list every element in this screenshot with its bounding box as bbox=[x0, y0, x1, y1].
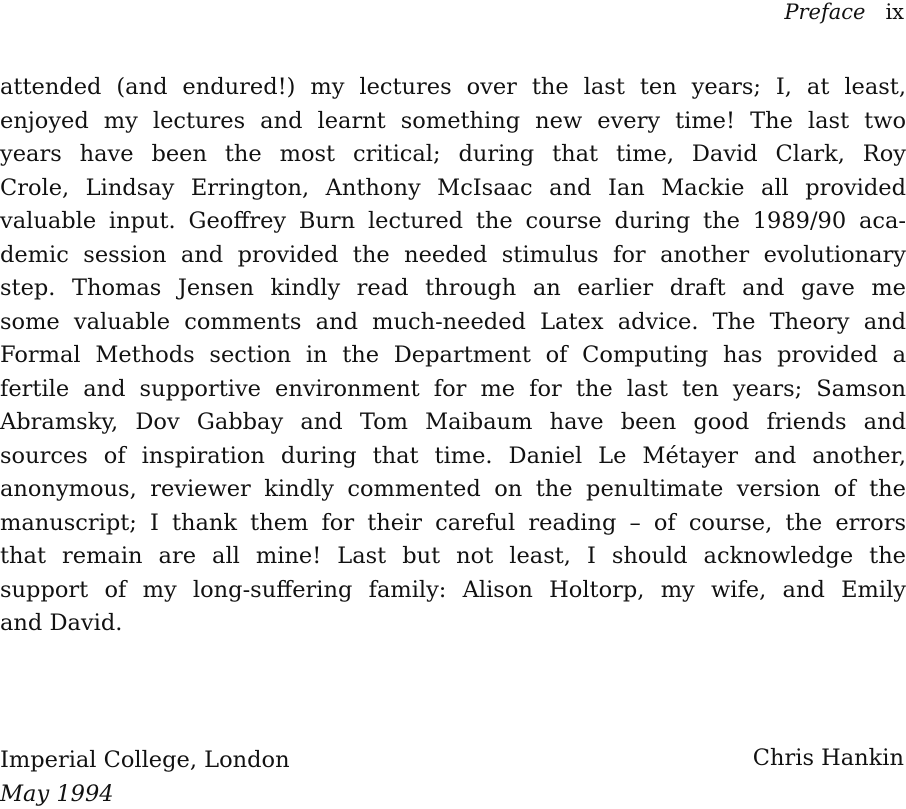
paragraph-line: sources of inspiration during that time. Daniel Le Métayer and another, bbox=[0, 442, 906, 469]
paragraph-line: attended (and endured!) my lectures over the last ten years; I, at least, bbox=[0, 74, 906, 100]
paragraph-line: Formal Methods section in the Department of Computing has provided a bbox=[0, 342, 906, 368]
paragraph-line: anonymous, reviewer kindly commented on the penultimate version of the bbox=[0, 476, 906, 502]
paragraph-line: support of my long-suffering family: Alison Holtorp, my wife, and Emily bbox=[0, 576, 906, 603]
paragraph-line: Crole, Lindsay Errington, Anthony McIsaac and Ian Mackie all provided bbox=[0, 174, 906, 201]
paragraph-line: step. Thomas Jensen kindly read through an earlier draft and gave me bbox=[0, 275, 906, 301]
paragraph-line: some valuable comments and much-needed Latex advice. The Theory and bbox=[0, 308, 906, 335]
paragraph-line: valuable input. Geoffrey Burn lectured the course during the 1989/90 aca- bbox=[0, 208, 906, 234]
paragraph-line: enjoyed my lectures and learnt something new every time! The last two bbox=[0, 107, 906, 134]
page-number: ix bbox=[885, 0, 904, 24]
paragraph-line: and David. bbox=[0, 610, 123, 636]
signature-date: May 1994 bbox=[0, 781, 114, 807]
paragraph-line: that remain are all mine! Last but not least, I should acknowledge the bbox=[0, 543, 906, 569]
author-name: Chris Hankin bbox=[752, 745, 904, 771]
preface-paragraph bbox=[0, 71, 906, 641]
paragraph-line: years have been the most critical; during that time, David Clark, Roy bbox=[0, 141, 906, 167]
paragraph-line: Abramsky, Dov Gabbay and Tom Maibaum have been good friends and bbox=[0, 409, 906, 435]
paragraph-line: demic session and provided the needed stimulus for another evolutionary bbox=[0, 241, 906, 268]
running-head bbox=[784, 0, 904, 24]
signature-place: Imperial College, London bbox=[0, 747, 290, 773]
paragraph-line: manuscript; I thank them for their careful reading – of course, the errors bbox=[0, 509, 906, 536]
running-head-section: Preface bbox=[784, 0, 866, 24]
paragraph-line: fertile and supportive environment for me for the last ten years; Samson bbox=[0, 375, 906, 402]
